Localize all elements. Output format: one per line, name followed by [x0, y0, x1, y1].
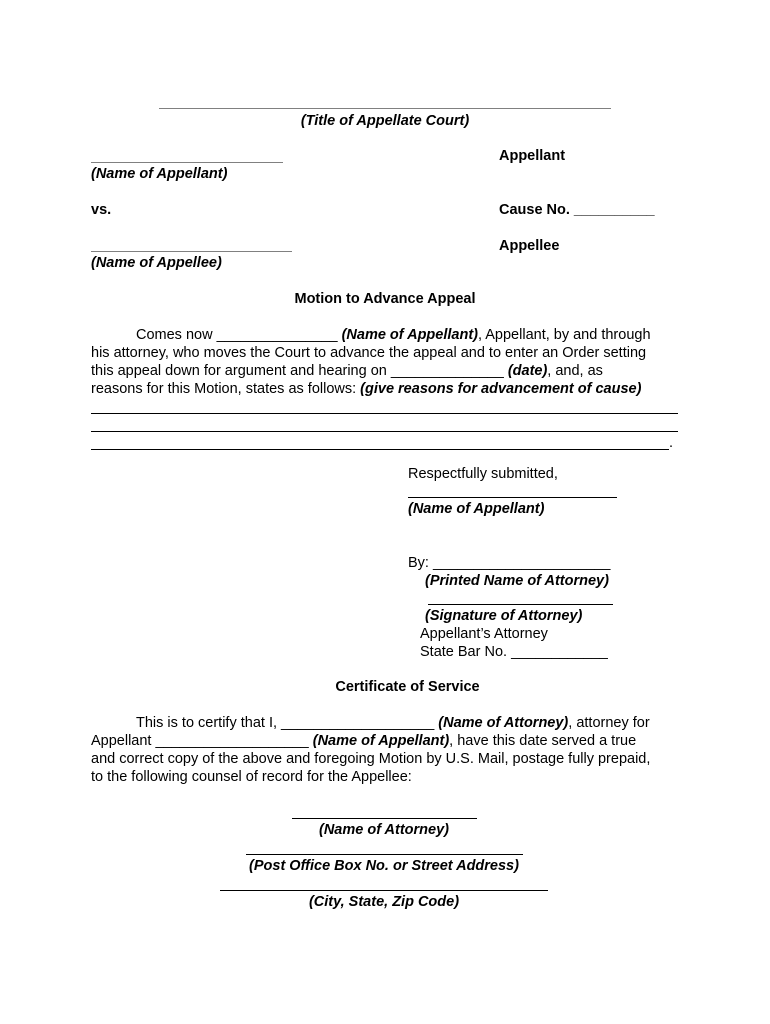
attorney-name-placeholder: (Name of Attorney) [438, 715, 569, 731]
court-title-label: (Title of Appellate Court) [300, 113, 470, 129]
certificate-text: This is to certify that I, ___________________ [136, 715, 439, 731]
respectfully-submitted: Respectfully submitted, [408, 466, 558, 482]
certificate-title: Certificate of Service [335, 679, 480, 695]
service-city-line [220, 890, 548, 891]
motion-line-1 [136, 326, 651, 344]
certificate-text: , have this date served a true [449, 733, 637, 749]
appellee-name-line [91, 251, 292, 252]
certificate-line-3: and correct copy of the above and foregoing Motion by U.S. Mail, postage fully prepaid, [91, 751, 651, 767]
motion-title: Motion to Advance Appeal [294, 291, 476, 307]
certificate-text: Appellant ___________________ [91, 733, 313, 749]
versus-label: vs. [91, 202, 112, 218]
appellee-label: Appellee [499, 238, 560, 254]
attorney-signature-line [428, 604, 613, 605]
appellant-name-label: (Name of Appellant) [91, 166, 228, 182]
certificate-text: , attorney for [568, 715, 650, 731]
reasons-period: . [669, 435, 674, 451]
state-bar-number: State Bar No. ____________ [420, 644, 608, 660]
appellant-label: Appellant [499, 148, 566, 164]
appellant-name-placeholder: (Name of Appellant) [341, 327, 478, 343]
by-line: By: ______________________ [408, 555, 611, 571]
appellants-attorney: Appellant’s Attorney [420, 626, 548, 642]
motion-line-4 [91, 380, 641, 398]
service-attorney-line [292, 818, 477, 819]
motion-text: , Appellant, by and through [478, 327, 651, 343]
service-address: (Post Office Box No. or Street Address) [249, 858, 519, 874]
appellee-name-label: (Name of Appellee) [91, 255, 222, 271]
date-placeholder: (date) [507, 363, 548, 379]
certificate-line-2 [91, 732, 636, 750]
reasons-line-1 [91, 413, 678, 414]
motion-text: this appeal down for argument and hearing on ______________ [91, 363, 508, 379]
printed-name-of-attorney: (Printed Name of Attorney) [425, 573, 609, 589]
motion-line-2: his attorney, who moves the Court to advance the appeal and to enter an Order setting [91, 345, 647, 361]
signature-appellant-name: (Name of Appellant) [408, 501, 545, 517]
service-address-line [246, 854, 523, 855]
motion-text: reasons for this Motion, states as follows: [91, 381, 361, 397]
certificate-line-4: to the following counsel of record for the Appellee: [91, 769, 412, 785]
signature-of-attorney: (Signature of Attorney) [425, 608, 583, 624]
cause-number: Cause No. __________ [499, 202, 655, 218]
motion-text: Comes now _______________ [136, 327, 342, 343]
appellant-name-placeholder: (Name of Appellant) [312, 733, 450, 749]
certificate-line-1 [136, 714, 650, 732]
motion-text: , and, as [547, 363, 603, 379]
reasons-line-2 [91, 431, 678, 432]
reasons-placeholder: (give reasons for advancement of cause) [360, 381, 642, 397]
reasons-line-3 [91, 449, 669, 450]
appellant-name-line [91, 162, 283, 163]
appellant-signature-line [408, 497, 617, 498]
service-attorney-name: (Name of Attorney) [319, 822, 449, 838]
court-title-line [159, 108, 611, 109]
motion-line-3 [91, 362, 603, 380]
service-city-state-zip: (City, State, Zip Code) [308, 894, 460, 910]
